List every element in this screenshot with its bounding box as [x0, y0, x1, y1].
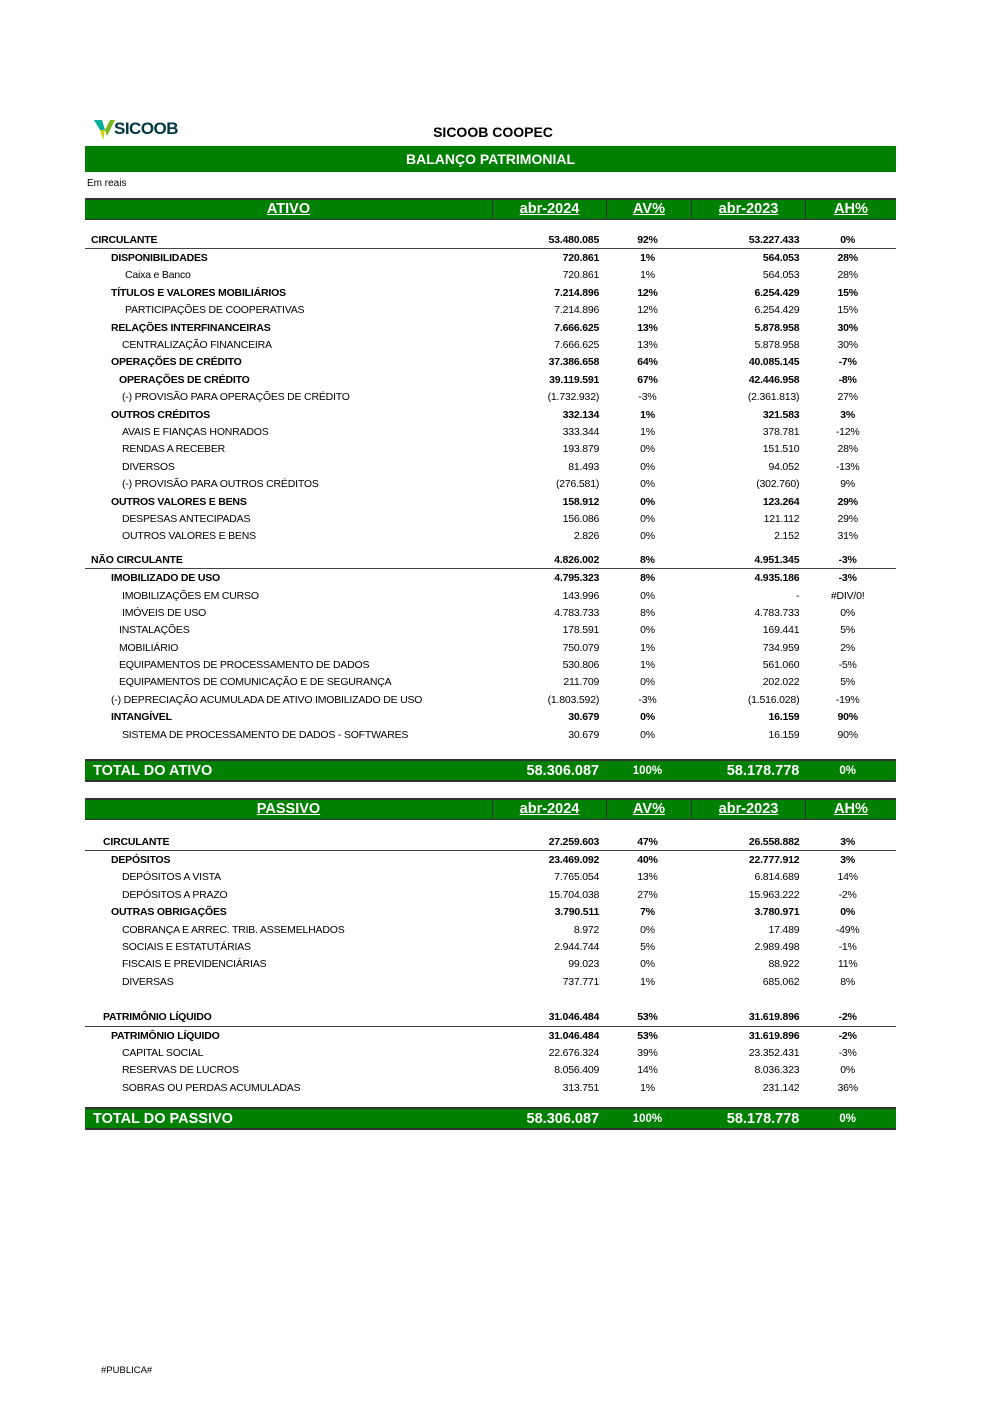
value-abr2024: 7.666.625: [554, 339, 600, 352]
ah-percent: 15%: [837, 286, 858, 299]
total-av: 100%: [632, 764, 663, 777]
row-label: DESPESAS ANTECIPADAS: [122, 512, 251, 525]
row-label: IMÓVEIS DE USO: [122, 606, 207, 619]
row-label: COBRANÇA E ARREC. TRIB. ASSEMELHADOS: [122, 923, 345, 936]
value-abr2023: 22.777.912: [748, 854, 800, 867]
ah-percent: 5%: [840, 676, 856, 689]
ah-percent: 28%: [837, 443, 858, 456]
ah-percent: 29%: [837, 512, 858, 525]
passivo-table-body: [85, 833, 896, 1096]
value-abr2024: 158.912: [562, 495, 600, 508]
av-percent: 7%: [640, 906, 655, 919]
value-abr2023: 88.922: [768, 958, 800, 971]
value-abr2023: 378.781: [762, 425, 800, 438]
av-percent: 1%: [640, 975, 655, 988]
value-abr2023: 4.935.186: [754, 572, 800, 585]
row-label: (-) PROVISÃO PARA OUTROS CRÉDITOS: [122, 478, 319, 491]
av-percent: 0%: [640, 512, 655, 525]
ah-percent: 90%: [837, 728, 858, 741]
ah-percent: -3%: [838, 1046, 857, 1059]
passivo-table-row: [85, 1044, 896, 1061]
av-percent: 0%: [640, 728, 655, 741]
value-abr2023: 16.159: [768, 728, 800, 741]
value-abr2024: 333.344: [562, 425, 600, 438]
value-abr2023: 6.254.429: [754, 286, 800, 299]
av-percent: 39%: [637, 1046, 658, 1059]
value-abr2024: 720.861: [562, 252, 600, 265]
row-label: Caixa e Banco: [125, 269, 191, 282]
ativo-table-row: [85, 674, 896, 691]
av-percent: 92%: [637, 233, 658, 246]
value-abr2024: 2.826: [573, 530, 600, 543]
ah-percent: -5%: [838, 659, 857, 672]
ah-percent: -13%: [835, 460, 860, 473]
av-percent: 64%: [637, 356, 658, 369]
value-abr2024: 4.826.002: [554, 553, 600, 566]
ativo-table-row: [85, 604, 896, 621]
ah-percent: 30%: [837, 339, 858, 352]
passivo-table-row: [85, 921, 896, 938]
ah-percent: 90%: [837, 711, 858, 724]
ativo-col-label: ATIVO: [85, 200, 493, 219]
ah-percent: -2%: [838, 888, 857, 901]
value-abr2023: 5.878.958: [754, 339, 800, 352]
ativo-table-row: [85, 691, 896, 708]
total-abr2023: 58.178.778: [726, 1110, 800, 1127]
value-abr2024: (276.581): [555, 478, 600, 491]
total-av: 100%: [632, 1112, 663, 1125]
passivo-table-row: [85, 833, 896, 851]
row-label: CAPITAL SOCIAL: [122, 1046, 204, 1059]
row-label: OUTROS VALORES E BENS: [122, 530, 256, 543]
row-label: SOBRAS OU PERDAS ACUMULADAS: [122, 1081, 301, 1094]
value-abr2023: 4.951.345: [754, 553, 800, 566]
row-label: SISTEMA DE PROCESSAMENTO DE DADOS - SOFTWARES: [122, 728, 409, 741]
ah-percent: 36%: [837, 1081, 858, 1094]
row-label: OPERAÇÕES DE CRÉDITO: [119, 373, 250, 386]
value-abr2023: 561.060: [762, 659, 800, 672]
value-abr2024: 53.480.085: [548, 233, 600, 246]
ativo-table-row: [85, 639, 896, 656]
value-abr2024: 193.879: [562, 443, 600, 456]
passivo-table-row: [85, 1062, 896, 1079]
total-abr2024: 58.306.087: [526, 1110, 600, 1127]
row-label: (-) DEPRECIAÇÃO ACUMULADA DE ATIVO IMOBILIZADO DE USO: [111, 693, 423, 706]
av-percent: 14%: [637, 1064, 658, 1077]
row-label: DEPÓSITOS A PRAZO: [122, 888, 228, 901]
ah-percent: 9%: [840, 478, 856, 491]
row-label: DEPÓSITOS A VISTA: [122, 871, 221, 884]
passivo-table-row: [85, 1009, 896, 1027]
ativo-col-abr2024: abr-2024: [493, 200, 607, 219]
passivo-table-row: [85, 973, 896, 990]
value-abr2024: 2.944.744: [554, 941, 600, 954]
ah-percent: -2%: [838, 1011, 857, 1024]
passivo-col-abr2024: abr-2024: [493, 800, 607, 819]
row-label: OPERAÇÕES DE CRÉDITO: [111, 356, 242, 369]
av-percent: 1%: [640, 659, 655, 672]
ah-percent: 3%: [840, 854, 856, 867]
ativo-table-row: [85, 284, 896, 301]
value-abr2023: 564.053: [762, 269, 800, 282]
ativo-table-row: [85, 319, 896, 336]
unit-note: Em reais: [87, 178, 127, 189]
value-abr2023: 734.959: [762, 641, 800, 654]
value-abr2023: 3.780.971: [754, 906, 800, 919]
av-percent: 0%: [640, 624, 655, 637]
ah-percent: 11%: [837, 958, 858, 971]
company-name: SICOOB COOPEC: [433, 124, 553, 140]
row-label: SOCIAIS E ESTATUTÁRIAS: [122, 941, 251, 954]
av-percent: 1%: [640, 408, 655, 421]
passivo-table-row: [85, 938, 896, 955]
ativo-col-av: AV%: [607, 200, 692, 219]
row-label: RENDAS A RECEBER: [122, 443, 225, 456]
value-abr2024: 4.783.733: [554, 606, 600, 619]
passivo-table-row: [85, 851, 896, 868]
value-abr2023: 15.963.222: [748, 888, 800, 901]
av-percent: 0%: [640, 495, 655, 508]
row-label: TÍTULOS E VALORES MOBILIÁRIOS: [111, 286, 286, 299]
row-label: DEPÓSITOS: [111, 854, 171, 867]
value-abr2024: 22.676.324: [548, 1046, 600, 1059]
total-passivo-row: [85, 1107, 896, 1130]
ativo-table-row: [85, 569, 896, 586]
av-percent: 8%: [640, 606, 655, 619]
av-percent: 27%: [637, 888, 658, 901]
row-label: DIVERSOS: [122, 460, 175, 473]
row-label: PATRIMÔNIO LÍQUIDO: [103, 1011, 212, 1024]
ativo-header: [85, 198, 896, 220]
value-abr2024: 313.751: [562, 1081, 600, 1094]
ah-percent: 15%: [837, 304, 858, 317]
ah-percent: 0%: [840, 606, 856, 619]
ah-percent: -8%: [838, 373, 857, 386]
passivo-table-row: [85, 1027, 896, 1044]
value-abr2023: 8.036.323: [754, 1064, 800, 1077]
value-abr2024: 31.046.484: [548, 1011, 600, 1024]
value-abr2023: 121.112: [763, 512, 800, 525]
ah-percent: 2%: [840, 641, 856, 654]
value-abr2024: 3.790.511: [554, 906, 600, 919]
av-percent: 47%: [637, 835, 658, 848]
value-abr2023: 26.558.882: [748, 835, 800, 848]
av-percent: 5%: [640, 941, 655, 954]
value-abr2023: 31.619.896: [748, 1011, 800, 1024]
row-label: EQUIPAMENTOS DE COMUNICAÇÃO E DE SEGURANÇA: [119, 676, 392, 689]
value-abr2024: 211.709: [563, 676, 600, 689]
total-abr2023: 58.178.778: [726, 762, 800, 779]
ah-percent: -49%: [835, 923, 860, 936]
total-label: TOTAL DO ATIVO: [93, 762, 213, 779]
value-abr2023: 564.053: [762, 252, 800, 265]
row-label: CIRCULANTE: [91, 233, 158, 246]
av-percent: 13%: [637, 321, 658, 334]
ativo-table-row: [85, 510, 896, 527]
av-percent: 67%: [637, 373, 658, 386]
ah-percent: 3%: [840, 835, 856, 848]
av-percent: 0%: [640, 711, 655, 724]
av-percent: 1%: [640, 1081, 655, 1094]
value-abr2023: 16.159: [768, 711, 800, 724]
value-abr2024: 27.259.603: [548, 835, 600, 848]
ah-percent: 30%: [837, 321, 858, 334]
av-percent: 0%: [640, 460, 655, 473]
ah-percent: 14%: [837, 871, 858, 884]
ativo-table-row: [85, 423, 896, 440]
value-abr2024: 30.679: [568, 711, 600, 724]
value-abr2023: 169.441: [762, 624, 800, 637]
av-percent: -3%: [638, 391, 657, 404]
row-label: PARTICIPAÇÕES DE COOPERATIVAS: [125, 304, 305, 317]
value-abr2024: 143.996: [562, 589, 600, 602]
ativo-table-row: [85, 231, 896, 249]
ah-percent: -3%: [838, 553, 857, 566]
ah-percent: -12%: [835, 425, 860, 438]
row-label: RESERVAS DE LUCROS: [122, 1064, 239, 1077]
av-percent: 1%: [640, 425, 655, 438]
value-abr2024: 530.806: [562, 659, 600, 672]
value-abr2023: 4.783.733: [754, 606, 800, 619]
value-abr2024: 31.046.484: [548, 1029, 600, 1042]
row-label: INTANGÍVEL: [111, 711, 172, 724]
value-abr2023: 6.254.429: [754, 304, 800, 317]
ativo-table-row: [85, 475, 896, 492]
av-percent: 12%: [637, 286, 658, 299]
value-abr2023: 31.619.896: [748, 1029, 800, 1042]
av-percent: 53%: [637, 1029, 658, 1042]
value-abr2023: (302.760): [756, 478, 800, 491]
value-abr2024: 23.469.092: [548, 854, 600, 867]
ah-percent: -19%: [835, 693, 860, 706]
value-abr2024: 39.119.591: [549, 373, 600, 386]
passivo-table-row: [85, 886, 896, 903]
total-ah: 0%: [839, 764, 856, 777]
ativo-table-row: [85, 656, 896, 673]
av-percent: 0%: [640, 958, 655, 971]
ativo-table-row: [85, 336, 896, 353]
passivo-table-row: [85, 904, 896, 921]
ah-percent: 27%: [837, 391, 858, 404]
value-abr2024: 4.795.323: [554, 572, 600, 585]
av-percent: 0%: [640, 676, 655, 689]
row-label: INSTALAÇÕES: [119, 624, 190, 637]
value-abr2024: 7.214.896: [554, 304, 600, 317]
row-label: OUTROS CRÉDITOS: [111, 408, 210, 421]
row-label: MOBILIÁRIO: [119, 641, 179, 654]
value-abr2023: 42.446.958: [748, 373, 800, 386]
value-abr2023: 6.814.689: [754, 871, 800, 884]
value-abr2023: -: [796, 589, 800, 602]
av-percent: 1%: [640, 641, 655, 654]
ah-percent: 28%: [837, 269, 858, 282]
passivo-table-row: [85, 869, 896, 886]
value-abr2023: (2.361.813): [747, 391, 800, 404]
value-abr2023: (1.516.028): [747, 693, 800, 706]
ativo-table-row: [85, 726, 896, 743]
row-label: CIRCULANTE: [103, 835, 170, 848]
av-percent: 8%: [640, 572, 655, 585]
value-abr2023: 2.989.498: [754, 941, 800, 954]
value-abr2024: 37.386.658: [548, 356, 600, 369]
value-abr2023: 53.227.433: [748, 233, 800, 246]
ah-percent: 5%: [840, 624, 856, 637]
report-title: BALANÇO PATRIMONIAL: [85, 146, 896, 172]
value-abr2024: 8.056.409: [554, 1064, 600, 1077]
value-abr2024: 7.765.054: [554, 871, 600, 884]
value-abr2023: 231.142: [762, 1081, 800, 1094]
row-label: FISCAIS E PREVIDENCIÁRIAS: [122, 958, 267, 971]
value-abr2024: 737.771: [562, 975, 600, 988]
av-percent: 53%: [637, 1011, 658, 1024]
value-abr2024: 750.079: [562, 641, 600, 654]
ativo-table-row: [85, 709, 896, 726]
ah-percent: 0%: [840, 906, 856, 919]
value-abr2024: 7.666.625: [554, 321, 600, 334]
av-percent: 12%: [637, 304, 658, 317]
ah-percent: 3%: [840, 408, 856, 421]
ativo-col-ah: AH%: [834, 201, 868, 217]
ah-percent: -3%: [838, 572, 857, 585]
value-abr2023: 5.878.958: [754, 321, 800, 334]
ativo-table-row: [85, 528, 896, 545]
passivo-header: [85, 798, 896, 820]
av-percent: 13%: [637, 871, 658, 884]
value-abr2024: 178.591: [562, 624, 600, 637]
av-percent: 0%: [640, 589, 655, 602]
value-abr2024: 30.679: [568, 728, 600, 741]
total-ah: 0%: [839, 1112, 856, 1125]
ativo-table-row: [85, 622, 896, 639]
av-percent: 1%: [640, 269, 655, 282]
row-label: OUTROS VALORES E BENS: [111, 495, 247, 508]
row-label: DIVERSAS: [122, 975, 174, 988]
ativo-table-row: [85, 458, 896, 475]
ativo-table-row: [85, 551, 896, 569]
passivo-col-label: PASSIVO: [85, 800, 493, 819]
passivo-col-av: AV%: [607, 800, 692, 819]
av-percent: 0%: [640, 478, 655, 491]
value-abr2024: (1.732.932): [547, 391, 600, 404]
row-label: RELAÇÕES INTERFINANCEIRAS: [111, 321, 271, 334]
ativo-table-row: [85, 389, 896, 406]
ah-percent: 0%: [840, 233, 856, 246]
ativo-table-row: [85, 354, 896, 371]
value-abr2023: 2.152: [774, 530, 800, 543]
row-label: IMOBILIZADO DE USO: [111, 572, 220, 585]
value-abr2023: 151.510: [762, 443, 800, 456]
ah-percent: 8%: [840, 975, 856, 988]
ah-percent: -1%: [838, 941, 857, 954]
value-abr2023: 23.352.431: [748, 1046, 800, 1059]
total-label: TOTAL DO PASSIVO: [93, 1110, 233, 1127]
logo-text: SICOOB: [114, 119, 179, 138]
row-label: AVAIS E FIANÇAS HONRADOS: [122, 425, 269, 438]
av-percent: 0%: [640, 530, 655, 543]
ah-percent: -7%: [838, 356, 857, 369]
ativo-col-abr2023: abr-2023: [692, 200, 806, 219]
total-abr2024: 58.306.087: [526, 762, 600, 779]
value-abr2024: 332.134: [562, 408, 600, 421]
ativo-table-row: [85, 587, 896, 604]
ativo-table-row: [85, 249, 896, 266]
passivo-table-row: [85, 956, 896, 973]
ativo-table-row: [85, 493, 896, 510]
value-abr2023: 94.052: [768, 460, 800, 473]
value-abr2023: 40.085.145: [748, 356, 800, 369]
av-percent: 40%: [637, 854, 658, 867]
row-label: IMOBILIZAÇÕES EM CURSO: [122, 589, 259, 602]
passivo-col-ah: AH%: [834, 801, 868, 817]
ah-percent: 29%: [837, 495, 858, 508]
ah-percent: #DIV/0!: [830, 589, 865, 602]
av-percent: 13%: [637, 339, 658, 352]
value-abr2024: 99.023: [568, 958, 600, 971]
ativo-table-row: [85, 441, 896, 458]
value-abr2024: 15.704.038: [548, 888, 600, 901]
ativo-table-body: [85, 231, 896, 743]
ah-percent: 0%: [840, 1064, 856, 1077]
value-abr2023: 685.062: [762, 975, 800, 988]
ativo-table-row: [85, 267, 896, 284]
av-percent: 8%: [640, 553, 655, 566]
ah-percent: -2%: [838, 1029, 857, 1042]
row-label: NÃO CIRCULANTE: [91, 553, 183, 566]
ah-percent: 28%: [837, 252, 858, 265]
value-abr2024: 720.861: [562, 269, 600, 282]
row-label: DISPONIBILIDADES: [111, 252, 208, 265]
row-label: EQUIPAMENTOS DE PROCESSAMENTO DE DADOS: [119, 659, 370, 672]
value-abr2024: 8.972: [573, 923, 600, 936]
classification-footer: #PUBLICA#: [101, 1365, 153, 1376]
value-abr2024: 156.086: [562, 512, 600, 525]
value-abr2023: 321.583: [762, 408, 800, 421]
row-label: PATRIMÔNIO LÍQUIDO: [111, 1029, 220, 1042]
ativo-table-row: [85, 406, 896, 423]
total-ativo-row: [85, 759, 896, 782]
ah-percent: 31%: [837, 530, 858, 543]
av-percent: 0%: [640, 443, 655, 456]
value-abr2023: 17.489: [768, 923, 800, 936]
value-abr2024: (1.803.592): [547, 693, 600, 706]
value-abr2023: 202.022: [762, 676, 800, 689]
av-percent: 0%: [640, 923, 655, 936]
passivo-col-abr2023: abr-2023: [692, 800, 806, 819]
passivo-table-row: [85, 1079, 896, 1096]
ativo-table-row: [85, 302, 896, 319]
ativo-table-row: [85, 371, 896, 388]
value-abr2024: 81.493: [568, 460, 600, 473]
row-label: OUTRAS OBRIGAÇÕES: [111, 906, 227, 919]
row-label: CENTRALIZAÇÃO FINANCEIRA: [122, 339, 272, 352]
row-label: (-) PROVISÃO PARA OPERAÇÕES DE CRÉDITO: [122, 391, 350, 404]
value-abr2023: 123.264: [762, 495, 800, 508]
value-abr2024: 7.214.896: [554, 286, 600, 299]
av-percent: 1%: [640, 252, 655, 265]
av-percent: -3%: [638, 693, 657, 706]
